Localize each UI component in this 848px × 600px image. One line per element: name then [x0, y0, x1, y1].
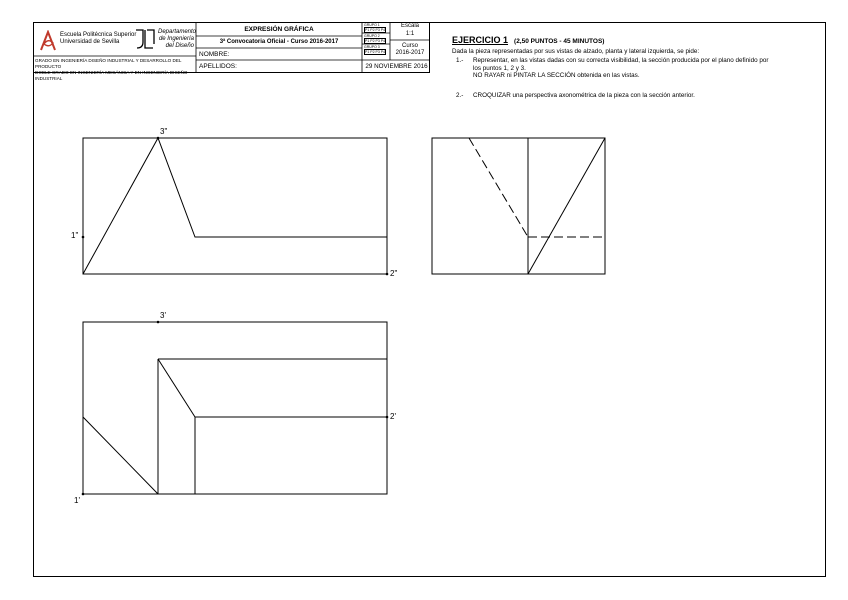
plan-slope-edge [158, 359, 195, 417]
scale-label: Escala [400, 23, 419, 29]
school-name: Escuela Politécnica Superior Universidad de Sevilla [60, 32, 137, 45]
point-3-elevation [157, 137, 160, 140]
exam-session: 3ª Convocatoria Oficial - Curso 2016-2017 [219, 39, 339, 45]
exercise-intro: Dada la pieza representadas por sus vistas de alzado, planta y lateral izquierda, se pide: [452, 48, 700, 55]
plan-diagonal-edge [83, 417, 158, 494]
degree-names: GRADO EN INGENIERÍA DISEÑO INDUSTRIAL Y DESARROLLO DEL PRODUCTO DOBLE GRADO EN INGENIERÍA MECÁNICA Y EN INGENIERÍA DISEÑO INDUSTRIAL [35, 58, 188, 81]
item-2-number: 2.- [456, 92, 464, 99]
label-point-3-plan: 3' [160, 311, 166, 320]
side-view-outline [432, 138, 605, 274]
exercise-points: (2,50 PUNTOS - 45 MINUTOS) [514, 38, 605, 45]
point-1-plan [82, 493, 85, 496]
side-view-slope [528, 138, 605, 274]
label-point-1-plan: 1' [74, 496, 80, 505]
point-1-elevation [82, 236, 85, 239]
nombre-label: NOMBRE: [199, 51, 230, 58]
item-1-number: 1.- [456, 57, 464, 64]
apellidos-label: APELLIDOS: [199, 63, 237, 70]
elevation-outline [83, 138, 387, 274]
item-2-text: CROQUIZAR una perspectiva axonométrica de la pieza con la sección anterior. [473, 92, 695, 99]
label-point-2-elevation: 2" [390, 269, 398, 278]
plan-outline [83, 322, 387, 494]
subject-title: EXPRESIÓN GRÁFICA [244, 26, 314, 33]
course-value: 2016-2017 [395, 50, 425, 56]
scale-value: 1:1 [405, 31, 415, 37]
group-1: GRUPO 1 P1 P2 P3 P4 [364, 23, 386, 32]
elevation-profile [83, 138, 387, 274]
course-label: Curso [401, 43, 418, 49]
exam-date: 29 NOVIEMBRE 2016 [365, 63, 428, 70]
exercise-heading: EJERCICIO 1 [452, 35, 509, 45]
label-point-2-plan: 2' [390, 412, 396, 421]
side-view-hidden-slope [469, 138, 528, 237]
group-3: GRUPO 3 P1 P2 P3 P4 [364, 45, 386, 54]
group-2: GRUPO 2 P1 P2 P3 P4 [364, 34, 386, 43]
point-3-plan [157, 321, 160, 324]
item-1-text: Representar, en las vistas dadas con su correcta visibilidad, la sección producida por el plano definido por los puntos 1, 2 y 3. NO RAYAR ni PINTAR LA SECCIÓN obtenida en las vistas. [473, 57, 769, 80]
label-point-3-elevation: 3" [160, 127, 168, 136]
label-point-1-elevation: 1" [71, 231, 79, 240]
department-name: Departamento de Ingeniería del Diseño [158, 29, 197, 49]
point-2-plan [386, 416, 389, 419]
point-2-elevation [386, 273, 389, 276]
